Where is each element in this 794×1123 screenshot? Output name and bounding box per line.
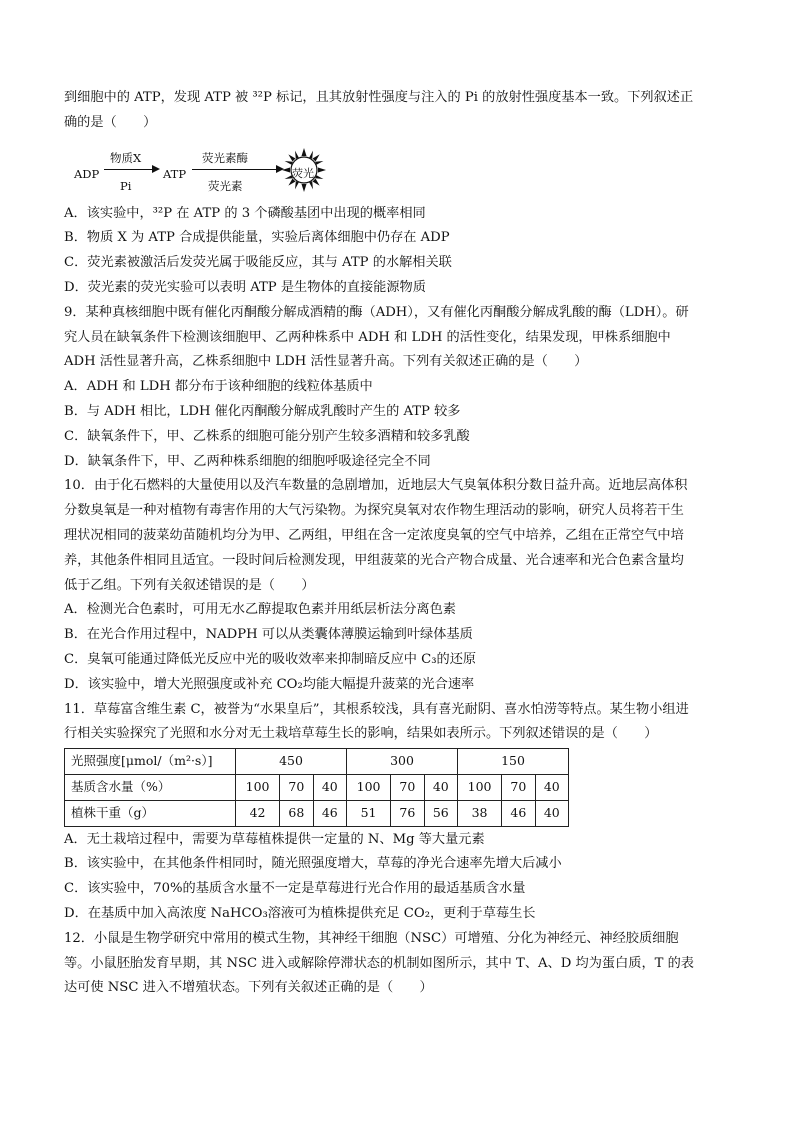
diagram-substance-x-label: 物质X xyxy=(110,150,142,165)
diagram-adp-label: ADP xyxy=(74,166,100,181)
diagram-luciferin-label: 荧光素 xyxy=(208,178,243,193)
table-cell: 56 xyxy=(424,800,457,826)
table-cell: 100 xyxy=(458,774,502,800)
table-cell: 100 xyxy=(347,774,391,800)
diagram-pi-label: Pi xyxy=(120,178,132,193)
strawberry-data-table xyxy=(64,748,569,826)
diagram-glow-label: 荧光 xyxy=(292,166,314,180)
table-cell: 51 xyxy=(347,800,391,826)
q8-option-d: D．荧光素的荧光实验可以表明 ATP 是生物体的直接能源物质 xyxy=(64,279,426,295)
q12-stem-line-2: 等。小鼠胚胎发育早期，其 NSC 进入或解除停滞状态的机制如图所示，其中 T、A、D 均为蛋白质，T 的表 xyxy=(64,955,694,971)
q11-option-a: A．无土栽培过程中，需要为草莓植株提供一定量的 N、Mg 等大量元素 xyxy=(64,831,485,847)
table-cell: 76 xyxy=(391,800,424,826)
atp-luciferase-diagram xyxy=(64,142,730,200)
q11-option-c: C．该实验中，70%的基质含水量不一定是草莓进行光合作用的最适基质含水量 xyxy=(64,881,526,897)
q8-stem-line-1: 到细胞中的 ATP，发现 ATP 被 ³²P 标记，且其放射性强度与注入的 Pi 的放射性强度基本一致。下列叙述正 xyxy=(64,90,694,105)
table-cell: 38 xyxy=(458,800,502,826)
q10-stem-line-2: 分数臭氧是一种对植物有毒害作用的大气污染物。为探究臭氧对农作物生理活动的影响，研究人员将若干生 xyxy=(64,503,684,519)
q8-option-b: B．物质 X 为 ATP 合成提供能量，实验后离体细胞中仍存在 ADP xyxy=(64,230,450,246)
table-header-light: 光照强度[μmol/（m²·s）] xyxy=(65,749,236,775)
q10-stem-line-3: 理状况相同的菠菜幼苗随机均分为甲、乙两组，甲组在含一定浓度臭氧的空气中培养，乙组在正常空气中培 xyxy=(64,527,684,543)
q10-option-d: D．该实验中，增大光照强度或补充 CO₂均能大幅提升菠菜的光合速率 xyxy=(64,676,475,692)
q10-option-c: C．臭氧可能通过降低光反应中光的吸收效率来抑制暗反应中 C₃的还原 xyxy=(64,651,477,667)
diagram-luciferase-label: 荧光素酶 xyxy=(202,150,248,165)
q12-stem-line-3: 达可使 NSC 进入不增殖状态。下列有关叙述正确的是（ ） xyxy=(64,980,433,996)
table-header-water: 基质含水量（%） xyxy=(65,774,236,800)
table-cell-light-150: 150 xyxy=(458,749,569,775)
q12-stem-line-1: 12．小鼠是生物学研究中常用的模式生物，其神经干细胞（NSC）可增殖、分化为神经元、神经胶质细胞 xyxy=(64,930,679,946)
q10-option-b: B．在光合作用过程中，NADPH 可以从类囊体薄膜运输到叶绿体基质 xyxy=(64,627,473,643)
table-row-light xyxy=(65,749,569,775)
q8-stem-line-2: 确的是（ ） xyxy=(64,114,157,130)
arrow-adp-to-atp xyxy=(104,169,152,170)
table-cell: 46 xyxy=(313,800,346,826)
table-cell-light-450: 450 xyxy=(236,749,347,775)
q11-option-d: D．在基质中加入高浓度 NaHCO₃溶液可为植株提供充足 CO₂，更利于草莓生长 xyxy=(64,905,536,921)
q9-option-b: B．与 ADH 相比，LDH 催化丙酮酸分解成乳酸时产生的 ATP 较多 xyxy=(64,403,461,419)
table-cell: 68 xyxy=(280,800,313,826)
q10-stem-line-5: 低于乙组。下列有关叙述错误的是（ ） xyxy=(64,577,315,593)
table-cell: 70 xyxy=(502,774,535,800)
q10-stem-line-1: 10．由于化石燃料的大量使用以及汽车数量的急剧增加，近地层大气臭氧体积分数日益升高。近地层高体积 xyxy=(64,478,688,494)
q11-stem-line-1: 11．草莓富含维生素 C，被誉为“水果皇后”，其根系较浅，具有喜光耐阴、喜水怕涝等特点。某生物小组进 xyxy=(64,701,689,717)
table-row-dry-weight xyxy=(65,800,569,826)
q8-option-c: C．荧光素被激活后发荧光属于吸能反应，其与 ATP 的水解相关联 xyxy=(64,255,452,271)
q8-option-a: A．该实验中，³²P 在 ATP 的 3 个磷酸基团中出现的概率相同 xyxy=(64,205,426,221)
table-header-dry-weight: 植株干重（g） xyxy=(65,800,236,826)
table-cell: 70 xyxy=(280,774,313,800)
exam-page xyxy=(64,86,730,1001)
q10-stem-line-4: 养，其他条件相同且适宜。一段时间后检测发现，甲组菠菜的光合产物合成量、光合速率和光合色素含量均 xyxy=(64,552,684,568)
q9-option-d: D．缺氧条件下，甲、乙两种株系细胞的细胞呼吸途径完全不同 xyxy=(64,453,431,469)
q11-stem-line-2: 行相关实验探究了光照和水分对无土栽培草莓生长的影响，结果如表所示。下列叙述错误的是（ ） xyxy=(64,726,658,742)
table-cell: 100 xyxy=(236,774,280,800)
q9-stem-line-1: 9．某种真核细胞中既有催化丙酮酸分解成酒精的酶（ADH），又有催化丙酮酸分解成乳酸的酶（LDH）。研 xyxy=(64,304,689,320)
q11-option-b: B．该实验中，在其他条件相同时，随光照强度增大，草莓的净光合速率先增大后减小 xyxy=(64,856,562,872)
table-row-water xyxy=(65,774,569,800)
table-cell: 40 xyxy=(424,774,457,800)
q9-stem-line-2: 究人员在缺氧条件下检测该细胞甲、乙两种株系中 ADH 和 LDH 的活性变化，结果发现，甲株系细胞中 xyxy=(64,329,671,345)
q9-stem-line-3: ADH 活性显著升高，乙株系细胞中 LDH 活性显著升高。下列有关叙述正确的是（ ） xyxy=(64,354,588,370)
table-cell: 70 xyxy=(391,774,424,800)
table-cell: 40 xyxy=(535,800,568,826)
table-cell: 42 xyxy=(236,800,280,826)
q9-option-c: C．缺氧条件下，甲、乙株系的细胞可能分别产生较多酒精和较多乳酸 xyxy=(64,428,470,444)
arrow-atp-to-glow xyxy=(192,169,276,170)
diagram-atp-label: ATP xyxy=(163,166,187,181)
q10-option-a: A．检测光合色素时，可用无水乙醇提取色素并用纸层析法分离色素 xyxy=(64,602,456,618)
table-cell: 40 xyxy=(313,774,346,800)
q9-option-a: A．ADH 和 LDH 都分布于该种细胞的线粒体基质中 xyxy=(64,379,373,395)
table-cell-light-300: 300 xyxy=(347,749,458,775)
table-cell: 40 xyxy=(535,774,568,800)
table-cell: 46 xyxy=(502,800,535,826)
arrowhead-adp-to-atp xyxy=(152,165,160,173)
